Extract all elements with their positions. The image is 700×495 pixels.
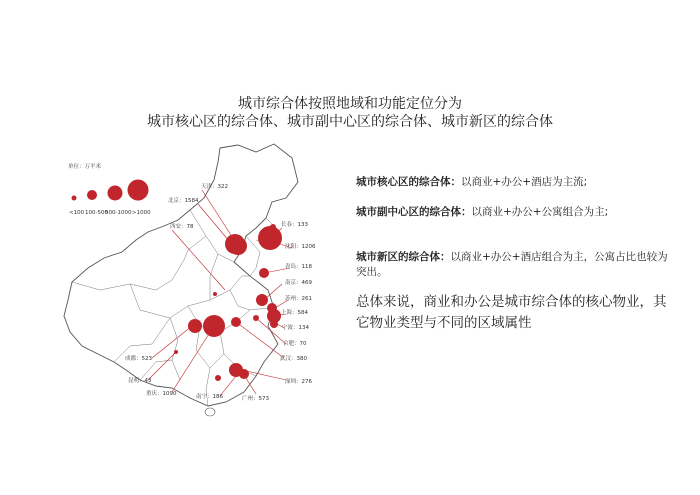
label-nanning: 南宁：186 [196, 394, 224, 400]
china-map-figure [60, 140, 355, 425]
label-ningbo: 宁波：134 [282, 325, 310, 331]
label-wuhan: 武汉：380 [280, 356, 308, 362]
legend-range-4: >1000 [132, 210, 151, 216]
description-core [356, 175, 676, 190]
bubble-ningbo [270, 320, 278, 328]
label-nanjing: 南京：469 [285, 280, 313, 286]
label-shanghai: 上海：584 [281, 310, 309, 316]
bubble-xian [213, 292, 217, 296]
description-new-district-text: 以商业+办公+酒店组合为主，公寓占比也较为突出。 [356, 251, 668, 278]
legend-bubble-4 [128, 180, 149, 201]
bubble-changchun [270, 224, 276, 230]
bubble-nanjing [256, 294, 268, 306]
bubble-wuhan [231, 317, 241, 327]
legend-unit: 单位：万平米 [68, 164, 102, 170]
description-sub-center [356, 205, 676, 220]
bubble-nanning [215, 375, 221, 381]
label-chengdu: 成都：523 [125, 356, 153, 362]
bubble-shenyang [258, 226, 282, 250]
label-chongqing: 重庆：1090 [146, 391, 177, 397]
label-changchun: 长春：133 [281, 222, 309, 228]
label-suzhou: 苏州：261 [285, 296, 313, 302]
bubble-qingdao [259, 268, 269, 278]
bubble-hefei [253, 315, 259, 321]
china-map-svg [60, 140, 355, 425]
hainan-island [205, 408, 215, 416]
title-line-1: 城市综合体按照地域和功能定位分为 [238, 96, 462, 112]
description-new-district [356, 250, 676, 280]
bubble-chengdu [188, 319, 202, 333]
legend-range-3: 500-1000 [105, 210, 132, 216]
summary-text: 总体来说，商业和办公是城市综合体的核心物业，其它物业类型与不同的区域属性 [356, 294, 667, 331]
label-shenzhen: 深圳：276 [285, 379, 313, 385]
label-hefei: 合肥：70 [283, 341, 307, 347]
label-xian: 西安：78 [170, 224, 194, 230]
description-sub-center-text: 以商业+办公+公寓组合为主; [471, 206, 609, 218]
description-new-district-label: 城市新区的综合体： [356, 251, 451, 263]
description-core-text: 以商业+办公+酒店为主流; [461, 176, 588, 188]
legend-bubble-1 [72, 196, 77, 201]
description-core-label: 城市核心区的综合体： [356, 176, 461, 188]
legend-range-2: 100-500 [85, 210, 108, 216]
label-guangzhou: 广州：573 [242, 396, 270, 402]
label-beijing: 北京：1584 [168, 198, 199, 204]
legend-bubble-2 [87, 190, 97, 200]
description-sub-center-label: 城市副中心区的综合体： [356, 206, 472, 218]
bubble-kunming [174, 350, 178, 354]
bubble-chongqing [203, 315, 225, 337]
bubble-beijing [225, 234, 245, 254]
title-line-2: 城市核心区的综合体、城市副中心区的综合体、城市新区的综合体 [147, 114, 553, 130]
label-tianjin: 天津：322 [201, 184, 229, 190]
legend-range-1: <100 [69, 210, 85, 216]
legend-bubble-3 [108, 186, 123, 201]
label-shenyang: 沈阳：1206 [285, 244, 316, 250]
bubble-shenzhen [239, 369, 249, 379]
label-kunming: 昆明：43 [128, 378, 152, 384]
label-qingdao: 青岛：118 [285, 264, 313, 270]
